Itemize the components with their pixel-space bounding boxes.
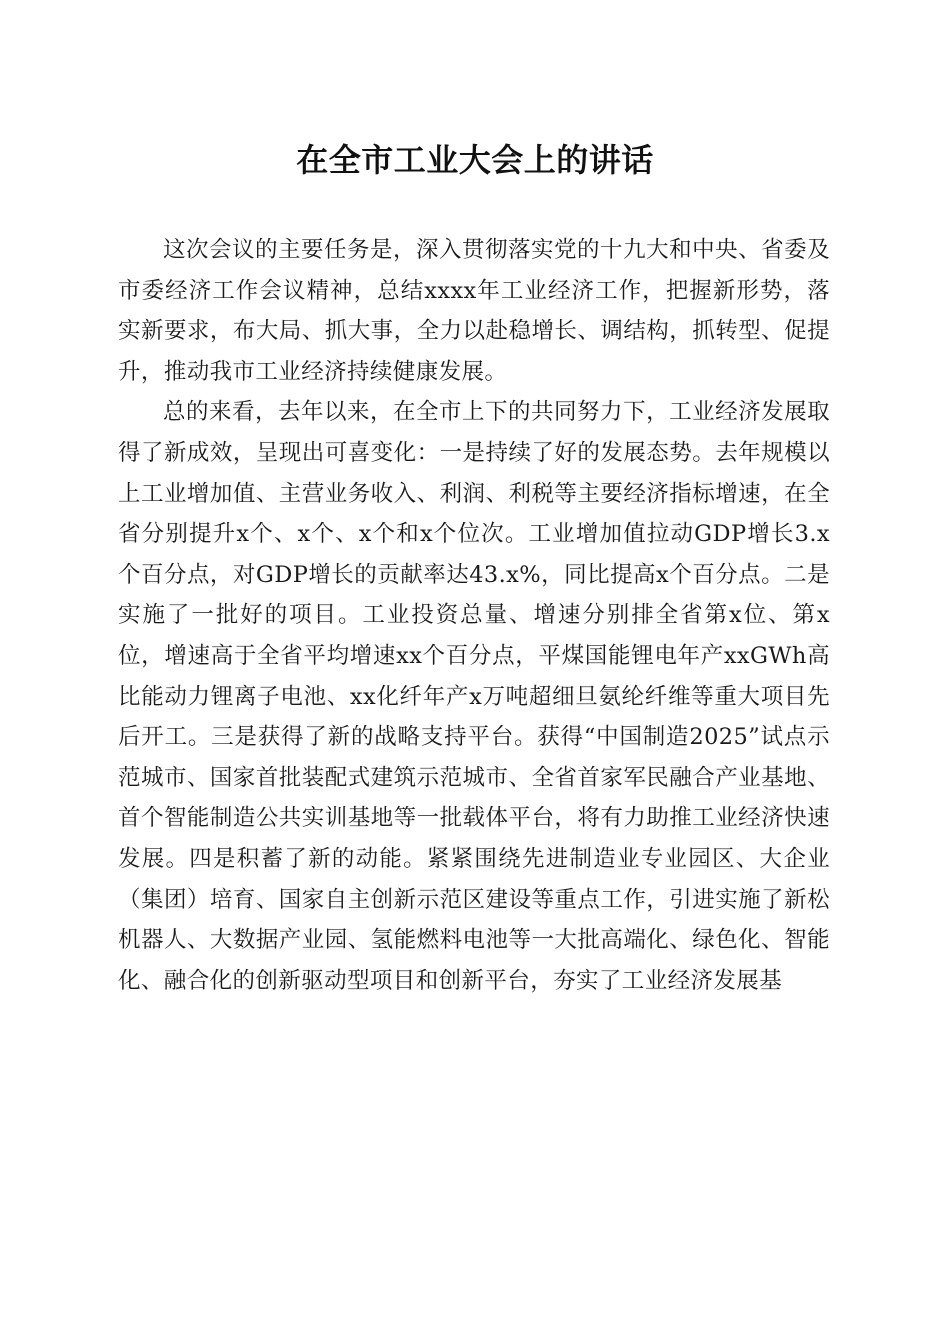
paragraph-meeting-tasks: 这次会议的主要任务是，深入贯彻落实党的十九大和中央、省委及市委经济工作会议精神，总结xxxx年工业经济工作，把握新形势，落实新要求，布大局、抓大事，全力以赴稳增长、调结构，抓转型、促提升，推动我市工业经济持续健康发展。 — [118, 237, 830, 385]
document-body — [118, 230, 830, 1001]
paragraph-achievements: 总的来看，去年以来，在全市上下的共同努力下，工业经济发展取得了新成效，呈现出可喜变化：一是持续了好的发展态势。去年规模以上工业增加值、主营业务收入、利润、利税等主要经济指标增速，在全省分别提升x个、x个、x个和x个位次。工业增加值拉动GDP增长3.x个百分点，对GDP增长的贡献率达43.x%，同比提高x个百分点。二是实施了一批好的项目。工业投资总量、增速分别排全省第x位、第x位，增速高于全省平均增速xx个百分点，平煤国能锂电年产xxGWh高比能动力锂离子电池、xx化纤年产x万吨超细旦氨纶纤维等重大项目先后开工。三是获得了新的战略支持平台。获得“中国制造2025”试点示范城市、国家首批装配式建筑示范城市、全省首家军民融合产业基地、首个智能制造公共实训基地等一批载体平台，将有力助推工业经济快速发展。四是积蓄了新的动能。紧紧围绕先进制造业专业园区、大企业（集团）培育、国家自主创新示范区建设等重点工作，引进实施了新松机器人、大数据产业园、氢能燃料电池等一大批高端化、绿色化、智能化、融合化的创新驱动型项目和创新平台，夯实了工业经济发展基 — [118, 399, 830, 994]
document-title: 在全市工业大会上的讲话 — [296, 141, 654, 179]
